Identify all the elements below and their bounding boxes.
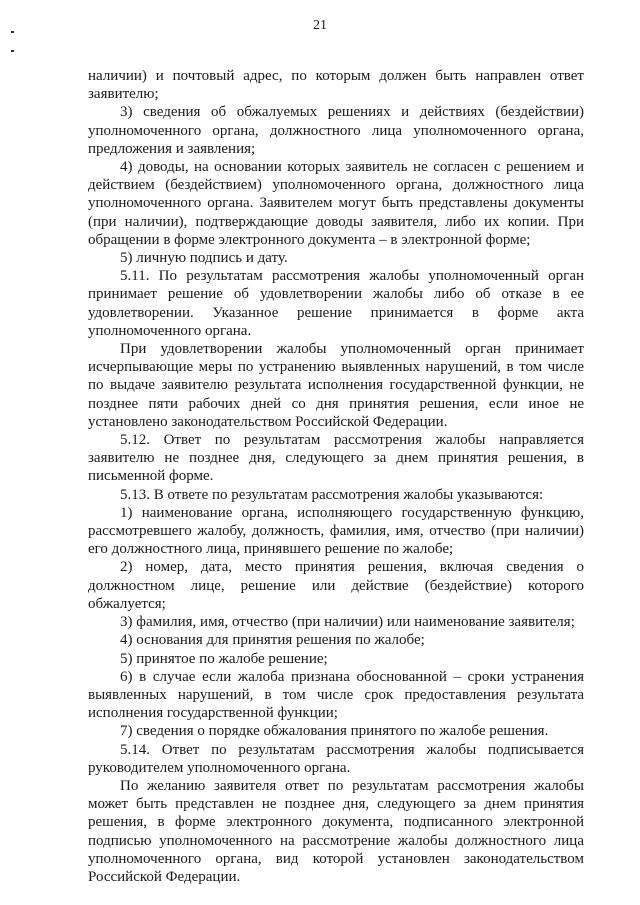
paragraph: 2) номер, дата, место принятия решения, включая сведения о должностном лице, решение или действие (бездействие) которого обжалуется; [88, 559, 584, 612]
paragraph: 5) принятое по жалобе решение; [120, 650, 328, 667]
paragraph: 7) сведения о порядке обжалования принятого по жалобе решения. [120, 723, 549, 740]
page-number: 21 [313, 18, 327, 33]
paragraph: 5) личную подпись и дату. [120, 250, 288, 267]
paragraph: 4) доводы, на основании которых заявитель не согласен с решением и действием (бездействием) уполномоченного органа, должностного лица уполномоченного органа. Заявителем могут быть представлены документы (при наличии), подтверждающие доводы заявителя, либо их копии. При обращении в форме электронного документа – в электронной форме; [88, 159, 584, 248]
paragraph: 5.11. По результатам рассмотрения жалобы уполномоченный орган принимает решение об удовлетворении жалобы либо об отказе в ее удовлетворении. Указанное решение принимается в форме акта уполномоченного органа. [88, 268, 584, 339]
paragraph: 6) в случае если жалоба признана обоснованной – сроки устранения выявленных нарушений, в том числе срок предоставления результата исполнения государственной функции; [88, 668, 584, 722]
paragraph: 3) фамилия, имя, отчество (при наличии) или наименование заявителя; [120, 614, 575, 631]
paragraph: 5.12. Ответ по результатам рассмотрения жалобы направляется заявителю не позднее дня, следующего за днем принятия решения, в письменной форме. [88, 432, 584, 485]
scan-mark [11, 50, 14, 52]
paragraph: 5.14. Ответ по результатам рассмотрения жалобы подписывается руководителем уполномоченного органа. [88, 741, 584, 776]
paragraph: 1) наименование органа, исполняющего государственную функцию, рассмотревшего жалобу, должность, фамилия, имя, отчество (при наличии) его должностного лица, принявшего решение по жалобе; [88, 504, 584, 558]
paragraph: 3) сведения об обжалуемых решениях и действиях (бездействии) уполномоченного органа, должностного лица уполномоченного органа, предложения и заявления; [88, 104, 584, 157]
paragraph-continuation: наличии) и почтовый адрес, по которым должен быть направлен ответ заявителю; [88, 68, 584, 103]
document-body [88, 67, 584, 886]
paragraph: По желанию заявителя ответ по результатам рассмотрения жалобы может быть представлен не позднее дня, следующего за днем принятия решения, в форме электронного документа, подписанного электронной подписью уполномоченного на рассмотрение жалобы должностного лица уполномоченного органа, вид которой установлен законодательством Российской Федерации. [88, 777, 584, 885]
paragraph: 5.13. В ответе по результатам рассмотрения жалобы указываются: [120, 486, 544, 503]
paragraph: 4) основания для принятия решения по жалобе; [120, 632, 425, 649]
paragraph: При удовлетворении жалобы уполномоченный орган принимает исчерпывающие меры по устранению выявленных нарушений, в том числе по выдаче заявителю результата исполнения государственной функции, не позднее пяти рабочих дней со дня принятия решения, если иное не установлено законодательством Российской Федерации. [88, 341, 584, 430]
